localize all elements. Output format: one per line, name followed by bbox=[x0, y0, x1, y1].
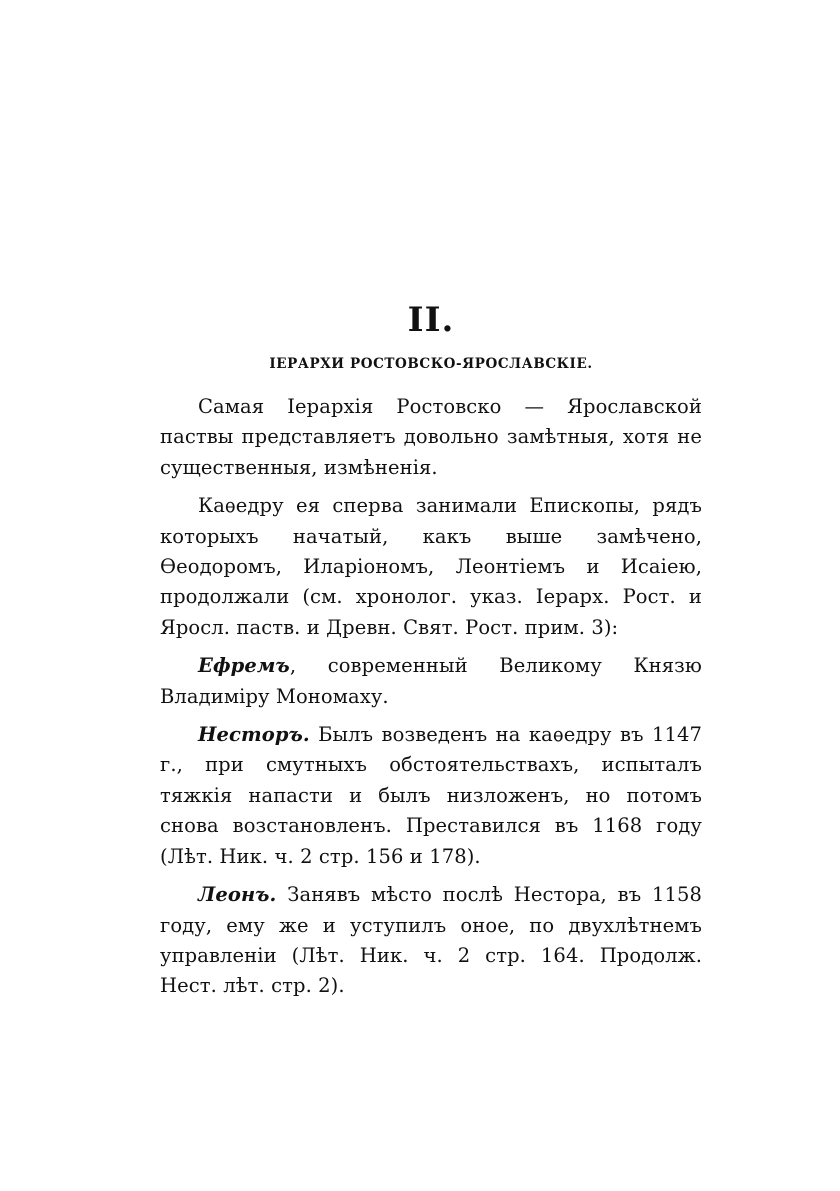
paragraph-nestor-text: Былъ возведенъ на каѳедру въ 1147 г., при смутныхъ обстоятельствахъ, испыталъ тяжкія напасти и былъ низложенъ, но потомъ снова возстановленъ. Преставился въ 1168 году (Лѣт. Ник. ч. 2 стр. 156 и 178). bbox=[160, 723, 702, 868]
hierarch-name-nestor: Несторъ. bbox=[198, 723, 310, 747]
paragraph-bishops bbox=[160, 491, 702, 643]
paragraph-nestor bbox=[160, 720, 702, 872]
paragraph-leon-text: Занявъ мѣсто послѣ Нестора, въ 1158 году, ему же и уступилъ оное, по двухлѣтнемъ управленіи (Лѣт. Ник. ч. 2 стр. 164. Продолж. Нест. лѣт. стр. 2). bbox=[160, 883, 702, 998]
page-text-block bbox=[160, 300, 702, 1010]
paragraph-efrem-text: , современный Великому Князю Владиміру Мономаху. bbox=[160, 654, 702, 708]
hierarch-name-efrem: Ефремъ bbox=[198, 654, 290, 678]
paragraph-intro-text: Самая Іерархія Ростовско — Ярославской паствы представляетъ довольно замѣтныя, хотя не существенныя, измѣненія. bbox=[160, 395, 702, 479]
paragraph-bishops-text: Каѳедру ея сперва занимали Епископы, рядъ которыхъ начатый, какъ выше замѣчено, Ѳеодоромъ, Иларіономъ, Леонтіемъ и Исаіею, продолжали (см. хронолог. указ. Іерарх. Рост. и Яросл. паств. и Древн. Свят. Рост. прим. 3): bbox=[160, 494, 702, 639]
chapter-number: II. bbox=[407, 300, 455, 340]
section-title: ІЕРАРХИ РОСТОВСКО-ЯРОСЛАВСКІЕ. bbox=[269, 356, 593, 372]
hierarch-name-leon: Леонъ. bbox=[198, 883, 277, 907]
paragraph-leon bbox=[160, 880, 702, 1002]
paragraph-efrem bbox=[160, 651, 702, 712]
paragraph-intro bbox=[160, 392, 702, 483]
